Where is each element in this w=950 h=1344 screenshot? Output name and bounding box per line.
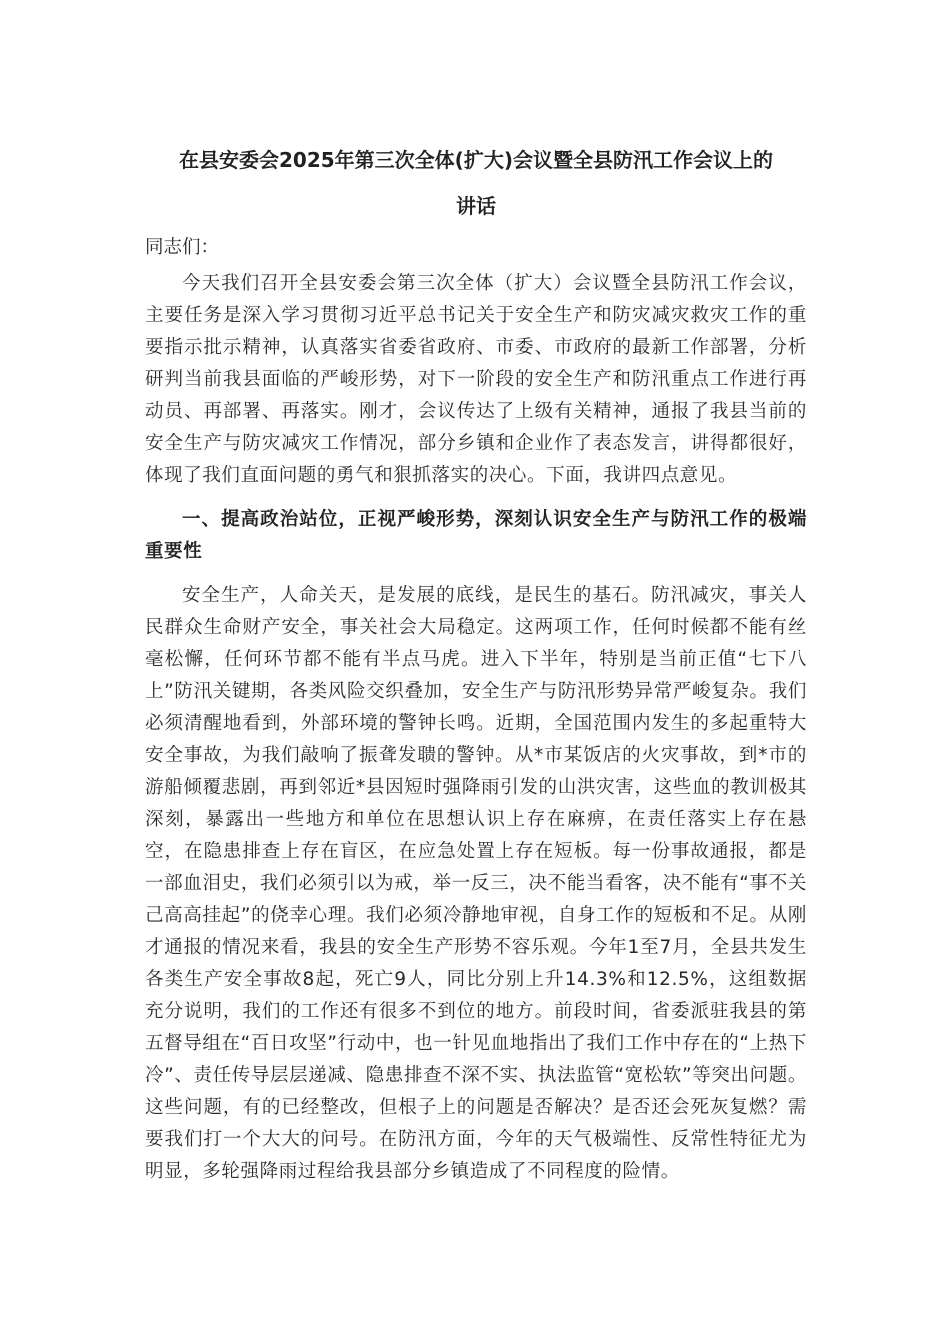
document-title <box>145 140 807 232</box>
document-page <box>145 140 807 1200</box>
title-line-2: 讲话 <box>456 194 496 218</box>
section-heading-1: 一、提高政治站位，正视严峻形势，深刻认识安全生产与防汛工作的极端重要性 <box>145 509 807 562</box>
title-line-1: 在县安委会2025年第三次全体(扩大)会议暨全县防汛工作会议上的 <box>179 148 773 172</box>
salutation: 同志们： <box>145 237 220 258</box>
paragraph-intro: 今天我们召开全县安委会第三次全体（扩大）会议暨全县防汛工作会议，主要任务是深入学习贯彻习近平总书记关于安全生产和防灾减灾救灾工作的重要指示批示精神，认真落实省委省政府、市委、市政府的最新工作部署，分析研判当前我县面临的严峻形势，对下一阶段的安全生产和防汛重点工作进行再动员、再部署、再落实。刚才，会议传达了上级有关精神，通报了我县当前的安全生产与防灾减灾工作情况，部分乡镇和企业作了表态发言，讲得都很好，体现了我们直面问题的勇气和狠抓落实的决心。下面，我讲四点意见。 <box>145 273 807 486</box>
paragraph-section-1: 安全生产，人命关天，是发展的底线，是民生的基石。防汛减灾，事关人民群众生命财产安全，事关社会大局稳定。这两项工作，任何时候都不能有丝毫松懈，任何环节都不能有半点马虎。进入下半年，特别是当前正值“七下八上”防汛关键期，各类风险交织叠加，安全生产与防汛形势异常严峻复杂。我们必须清醒地看到，外部环境的警钟长鸣。近期，全国范围内发生的多起重特大安全事故，为我们敲响了振聋发聩的警钟。从*市某饭店的火灾事故，到*市的游船倾覆悲剧，再到邻近*县因短时强降雨引发的山洪灾害，这些血的教训极其深刻，暴露出一些地方和单位在思想认识上存在麻痹，在责任落实上存在悬空，在隐患排查上存在盲区，在应急处置上存在短板。每一份事故通报，都是一部血泪史，我们必须引以为戒，举一反三，决不能当看客，决不能有“事不关己高高挂起”的侥幸心理。我们必须冷静地审视，自身工作的短板和不足。从刚才通报的情况来看，我县的安全生产形势不容乐观。今年1至7月，全县共发生各类生产安全事故8起，死亡9人，同比分别上升14.3%和12.5%，这组数据充分说明，我们的工作还有很多不到位的地方。前段时间，省委派驻我县的第五督导组在“百日攻坚”行动中，也一针见血地指出了我们工作中存在的“上热下冷”、责任传导层层递减、隐患排查不深不实、执法监管“宽松软”等突出问题。这些问题，有的已经整改，但根子上的问题是否解决？是否还会死灰复燃？需要我们打一个大大的问号。在防汛方面，今年的天气极端性、反常性特征尤为明显，多轮强降雨过程给我县部分乡镇造成了不同程度的险情。 <box>145 585 807 1182</box>
